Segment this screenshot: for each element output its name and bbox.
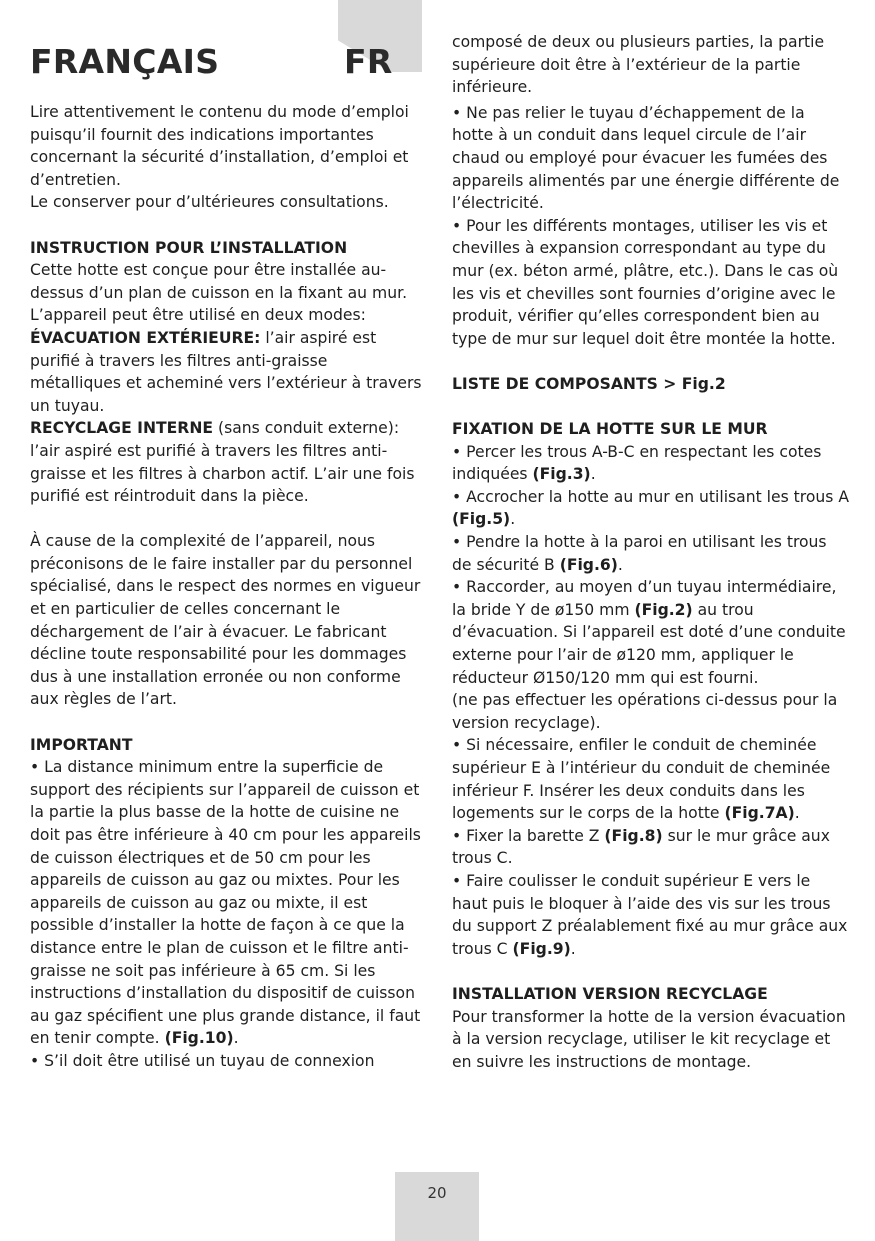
screws-item: • Pour les différents montages, utiliser les vis et chevilles à expansion correspondant au type du mur (ex. béton armé, plâtre, etc.). Dans le cas où les vis et chevilles sont fournies d’origine avec le produit, vérifier qu’elles correspondent bien au type de mur sur lequel doit être montée la hotte.	[452, 216, 839, 348]
left-column	[30, 101, 422, 1073]
figure-reference: (Fig.7A)	[724, 804, 795, 823]
figure-reference: (Fig.3)	[532, 465, 591, 484]
installation-heading: INSTRUCTION POUR L’INSTALLATION	[30, 238, 348, 257]
right-column	[452, 31, 850, 1073]
no-connect-item: • Ne pas relier le tuyau d’échappement de la hotte à un conduit dans lequel circule de l’air chaud ou employé pour évacuer les fumées des appareils alimentés par une énergie différente de l’électricité.	[452, 103, 840, 213]
figure-reference: (Fig.8)	[604, 826, 663, 845]
recycling-label: RECYCLAGE INTERNE	[30, 419, 214, 438]
figure-reference: (Fig.9)	[512, 939, 571, 958]
footer-tab-decoration	[395, 1172, 479, 1241]
fixing-section: FIXATION DE LA HOTTE SUR LE MUR • Percer les trous A-B-C en respectant les cotes indiquées (Fig.3). • Accrocher la hotte au mur en utilisant les trous A (Fig.5). • Pendre la hotte à la paroi en utilisant les trous de sécurité B (Fig.6). • Raccorder, au moyen d’un tuyau intermédiaire, la bride Y de ø150 mm (Fig.2) au trou d’évacuation. Si l’appareil est doté d’une conduite externe pour l’air de ø120 mm, appliquer le réducteur Ø150/120 mm qui est fourni. (ne pas effectuer les opérations ci-dessus pour la version recyclage). • Si nécessaire, enfiler le conduit de cheminée supérieur E à l’intérieur du conduit de cheminée inférieur F. Insérer les deux conduits dans les logements sur le corps de la hotte (Fig.7A). • Fixer la barette Z (Fig.8) sur le mur grâce aux trous C. • Faire coulisser le conduit supérieur E vers le haut puis le bloquer à l’aide des vis sur les trous du support Z préalablement fixé au mur grâce aux trous C (Fig.9).	[452, 420, 850, 958]
complexity-paragraph: À cause de la complexité de l’appareil, nous préconisons de le faire installer par du personnel spécialisé, dans le respect des normes en vigueur et en particulier de celles concernant le déchargement de l’air à évacuer. Le fabricant décline toute responsabilité pour les dommages dus à une installation erronée ou non conforme aux règles de l’art.	[30, 532, 421, 709]
important-section: IMPORTANT • La distance minimum entre la superficie de support des récipients sur l’appareil de cuisson et la partie la plus basse de la hotte de cuisine ne doit pas être inférieure à 40 cm pour les appareils de cuisson électriques et de 50 cm pour les appareils de cuisson au gaz ou mixtes. Pour les appareils de cuisson au gaz ou mixte, il est possible d’installer la hotte de façon à ce que la distance entre le plan de cuisson et le filtre anti-graisse ne soit pas inférieure à 65 cm. Si les instructions d’installation du dispositif de cuisson au gaz spécifient une plus grande distance, il faut en tenir compte. (Fig.10). • S’il doit être utilisé un tuyau de connexion	[30, 735, 421, 1070]
tube-continuation: composé de deux ou plusieurs parties, la partie supérieure doit être à l’extérieur de la partie inférieure.	[452, 33, 825, 97]
evacuation-label: ÉVACUATION EXTÉRIEURE:	[30, 328, 261, 347]
language-code: FR	[344, 42, 393, 81]
recycling-install-section: INSTALLATION VERSION RECYCLAGE Pour transformer la hotte de la version évacuation à la version recyclage, utiliser le kit recyclage et en suivre les instructions de montage.	[452, 984, 846, 1071]
recycling-install-heading: INSTALLATION VERSION RECYCLAGE	[452, 984, 768, 1003]
language-title: FRANÇAIS	[30, 42, 220, 81]
figure-reference: (Fig.2)	[634, 600, 693, 619]
fixing-heading: FIXATION DE LA HOTTE SUR LE MUR	[452, 420, 768, 439]
figure-reference: (Fig.6)	[559, 555, 618, 574]
figure-reference: (Fig.10)	[164, 1029, 234, 1048]
figure-reference: (Fig.5)	[452, 510, 511, 529]
intro-paragraph: Lire attentivement le contenu du mode d’emploi puisqu’il fournit des indications importantes concernant la sécurité d’installation, d’emploi et d’entretien. Le conserver pour d’ultérieures consultations.	[30, 103, 409, 212]
page-number: 20	[427, 1184, 447, 1202]
components-heading: LISTE DE COMPOSANTS > Fig.2	[452, 374, 726, 393]
installation-section: INSTRUCTION POUR L’INSTALLATION Cette hotte est conçue pour être installée au-dessus d’un plan de cuisson en la fixant au mur. L’appareil peut être utilisé en deux modes: ÉVACUATION EXTÉRIEURE: l’air aspiré est purifié à travers les filtres anti-graisse métalliques et acheminé vers l’extérieur à travers un tuyau. RECYCLAGE INTERNE (sans conduit externe): l’air aspiré est purifié à travers les filtres anti-graisse et les filtres à charbon actif. L’air une fois purifié est réintroduit dans la pièce.	[30, 238, 422, 506]
important-heading: IMPORTANT	[30, 735, 133, 754]
